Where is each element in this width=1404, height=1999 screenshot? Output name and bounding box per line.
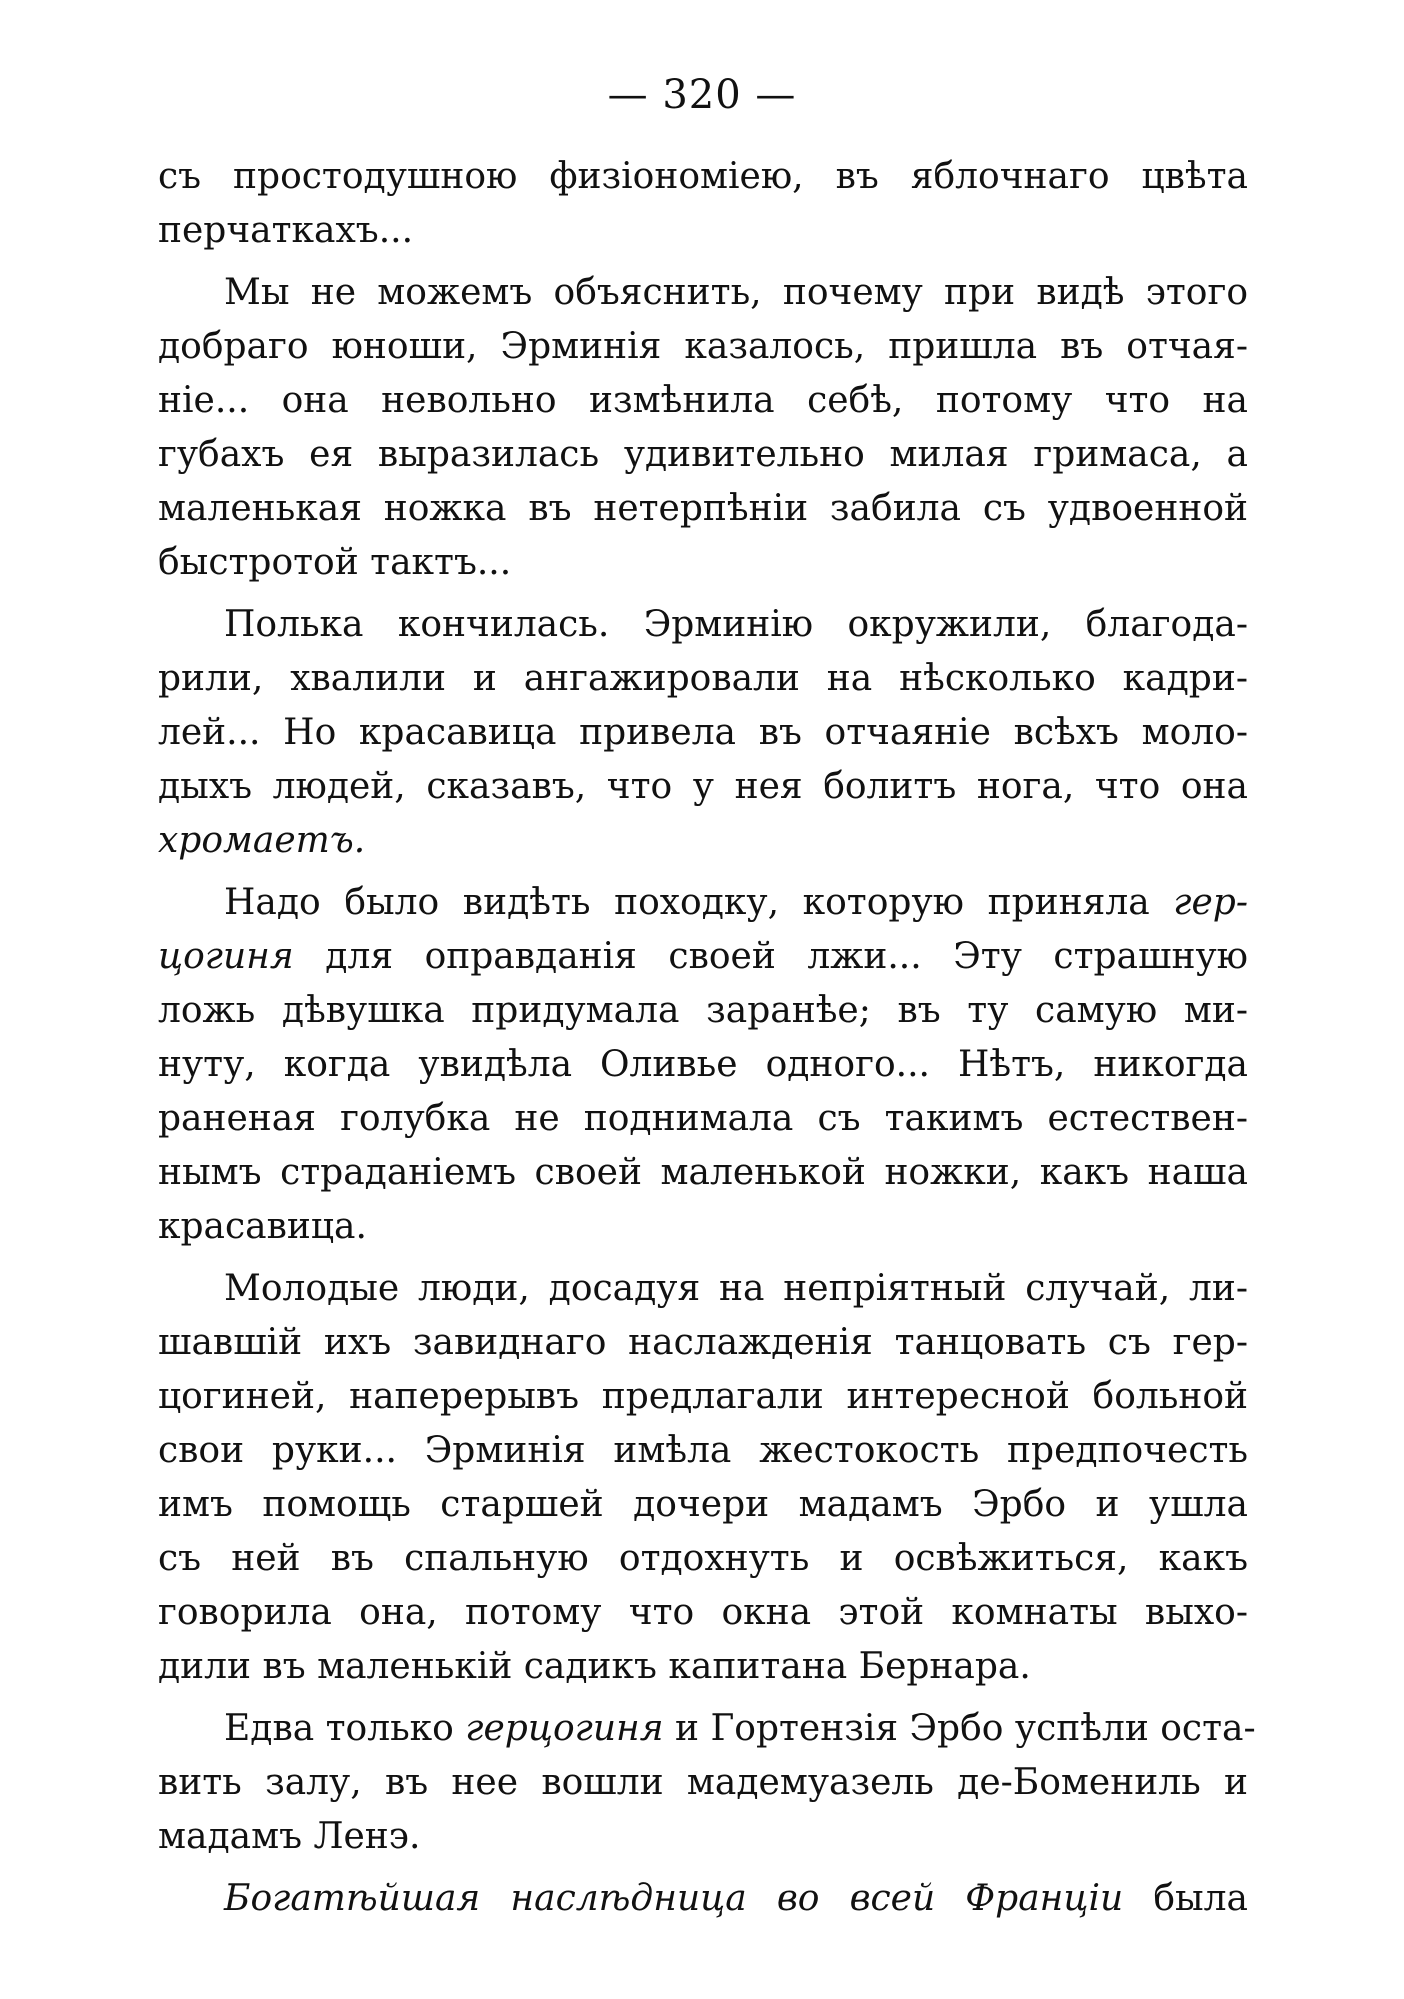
text-line: шавшій ихъ завиднаго наслажденія танцовать съ гер- <box>158 1322 1248 1363</box>
text-line: нымъ страданіемъ своей маленькой ножки, какъ наша <box>158 1152 1248 1193</box>
text-line: ніе... она невольно измѣнила себѣ, потому что на <box>158 380 1248 421</box>
text-line: Едва только герцогиня и Гортензія Эрбо успѣли оста- <box>224 1708 1256 1749</box>
text-line: хромаетъ. <box>158 820 366 861</box>
text-line: перчаткахъ... <box>158 210 414 251</box>
text-line: говорила она, потому что окна этой комнаты выхо- <box>158 1592 1248 1633</box>
text-line: быстротой тактъ... <box>158 542 512 583</box>
text-line: добраго юноши, Эрминія казалось, пришла въ отчая- <box>158 326 1248 367</box>
text-line: дили въ маленькій садикъ капитана Бернара. <box>158 1646 1031 1687</box>
text-line: Богатѣйшая наслѣдница во всей Франціи была <box>224 1878 1248 1919</box>
text-line: имъ помощь старшей дочери мадамъ Эрбо и ушла <box>158 1484 1248 1525</box>
text-line: Полька кончилась. Эрминію окружили, благода- <box>224 604 1248 645</box>
italic-text: цогиня <box>158 936 294 977</box>
body-text <box>158 150 1256 1926</box>
text-line: дыхъ людей, сказавъ, что у нея болитъ нога, что она <box>158 766 1248 807</box>
text-line: рили, хвалили и ангажировали на нѣсколько кадри- <box>158 658 1248 699</box>
text-line: съ ней въ спальную отдохнуть и освѣжиться, какъ <box>158 1538 1248 1579</box>
italic-text: герцогиня <box>465 1708 664 1749</box>
text-line: красавица. <box>158 1206 367 1247</box>
text-line: губахъ ея выразилась удивительно милая гримаса, а <box>158 434 1248 475</box>
italic-text: Богатѣйшая наслѣдница во всей Франціи <box>224 1878 1124 1919</box>
text-line: лей... Но красавица привела въ отчаяніе всѣхъ моло- <box>158 712 1248 753</box>
text-line: съ простодушною физіономіею, въ яблочнаго цвѣта <box>158 156 1248 197</box>
text-line: маленькая ножка въ нетерпѣніи забила съ удвоенной <box>158 488 1248 529</box>
italic-text: гер- <box>1173 882 1248 923</box>
page-number: — 320 — <box>607 72 797 118</box>
text-line: свои руки... Эрминія имѣла жестокость предпочесть <box>158 1430 1248 1471</box>
text-line: Мы не можемъ объяснить, почему при видѣ этого <box>224 272 1248 313</box>
text-line: мадамъ Ленэ. <box>158 1816 421 1857</box>
text-line: вить залу, въ нее вошли мадемуазель де-Бомениль и <box>158 1762 1248 1803</box>
text-line: Молодые люди, досадуя на непріятный случай, ли- <box>224 1268 1248 1309</box>
text-line: нуту, когда увидѣла Оливье одного... Нѣтъ, никогда <box>158 1044 1248 1085</box>
text-line: цогиня для оправданія своей лжи... Эту страшную <box>158 936 1248 977</box>
text-line: ложь дѣвушка придумала заранѣе; въ ту самую ми- <box>158 990 1248 1031</box>
text-line: Надо было видѣть походку, которую приняла гер- <box>224 882 1248 923</box>
text-line: цогиней, наперерывъ предлагали интересной больной <box>158 1376 1248 1417</box>
text-line: раненая голубка не поднимала съ такимъ естествен- <box>158 1098 1248 1139</box>
